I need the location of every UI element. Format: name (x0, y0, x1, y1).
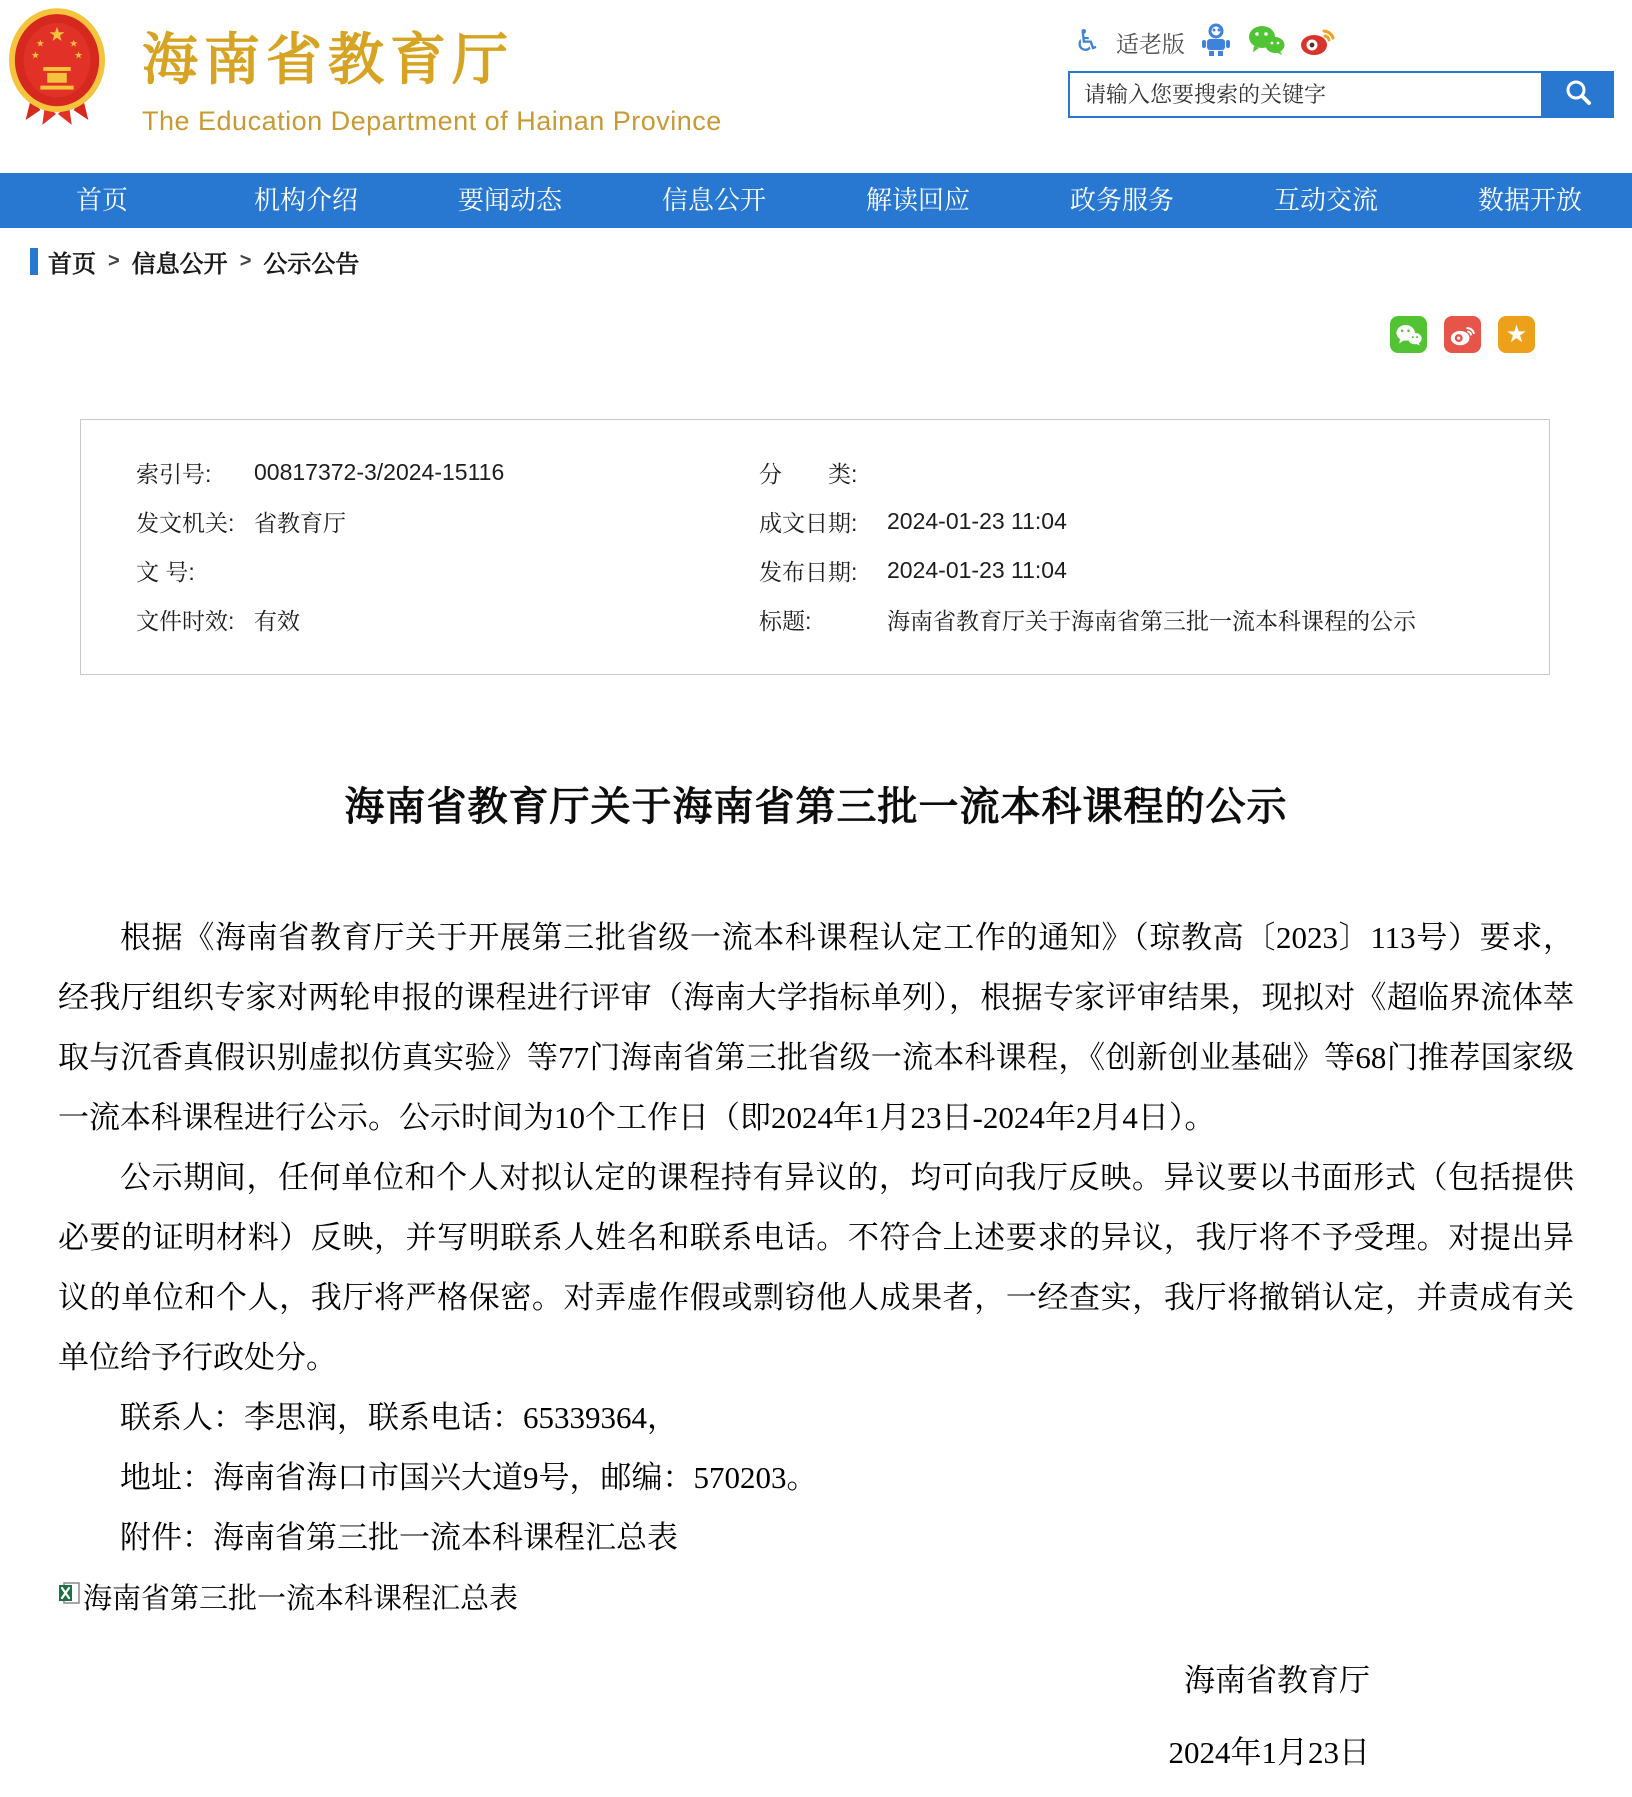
breadcrumb-separator: > (239, 249, 252, 272)
meta-value-index-number: 00817372-3/2024-15116 (254, 459, 505, 485)
nav-item-home[interactable]: 首页 (75, 185, 128, 215)
attachment-link-text: 海南省第三批一流本科课程汇总表 (83, 1583, 519, 1615)
weibo-icon[interactable] (1300, 24, 1336, 61)
meta-row-validity (136, 595, 1529, 644)
article-paragraph-2: 公示期间，任何单位和个人对拟认定的课程持有异议的，均可向我厅反映。异议要以书面形式（包括提供必要的证明材料）反映，并写明联系人姓名和联系电话。不符合上述要求的异议，我厅将不予受理。对提出异议的单位和个人，我厅将严格保密。对弄虚作假或剽窃他人成果者，一经查实，我厅将撤销认定，并责成有关单位给予行政处分。 (58, 1160, 1574, 1375)
signature-block (0, 1645, 1632, 1789)
breadcrumb-accent-bar (30, 248, 38, 275)
nav-item-open-data[interactable]: 数据开放 (1477, 185, 1582, 215)
meta-row-doc-number (136, 546, 1529, 595)
meta-row-issuer (136, 497, 1529, 546)
nav-item-interpretation[interactable]: 解读回应 (865, 185, 970, 215)
share-weibo-icon[interactable] (1444, 316, 1481, 353)
breadcrumb (0, 228, 1632, 276)
document-meta-table (80, 419, 1550, 675)
meta-label-title: 标题: (759, 608, 812, 634)
excel-file-icon (58, 1580, 80, 1613)
share-favorite-star-icon[interactable]: ★ (1498, 316, 1535, 353)
nav-item-gov-services[interactable]: 政务服务 (1069, 185, 1174, 215)
signature-agency: 海南省教育厅 (1184, 1663, 1370, 1698)
article-body (0, 908, 1632, 1568)
nav-item-info-disclosure[interactable]: 信息公开 (661, 185, 766, 215)
breadcrumb-announcements[interactable]: 公示公告 (263, 250, 360, 278)
share-toolbar (0, 276, 1632, 353)
meta-label-index-number: 索引号: (136, 461, 212, 487)
site-title: 海南省教育厅 (142, 28, 514, 91)
search-bar (1068, 71, 1614, 118)
breadcrumb-home[interactable]: 首页 (48, 250, 96, 278)
meta-value-validity: 有效 (254, 608, 300, 634)
national-emblem-logo (8, 8, 106, 128)
address-line: 地址：海南省海口市国兴大道9号，邮编：570203。 (120, 1460, 818, 1495)
wechat-icon[interactable] (1247, 24, 1285, 61)
article-paragraph-1: 根据《海南省教育厅关于开展第三批省级一流本科课程认定工作的通知》（琼教高〔2023〕113号）要求，经我厅组织专家对两轮申报的课程进行评审（海南大学指标单列），根据专家评审结果，现拟对《超临界流体萃取与沉香真假识别虚拟仿真实验》等77门海南省第三批省级一流本科课程，《创新创业基础》等68门推荐国家级一流本科课程进行公示。公示时间为10个工作日（即2024年1月23日-2024年2月4日）。 (58, 920, 1574, 1135)
contact-line: 联系人：李思润，联系电话：65339364， (120, 1400, 678, 1435)
meta-label-publish-date: 发布日期: (759, 559, 858, 585)
meta-label-doc-number: 文 号: (136, 559, 195, 585)
meta-label-validity: 文件时效: (136, 608, 235, 634)
quick-links-row (1068, 22, 1614, 62)
meta-value-written-date: 2024-01-23 11:04 (887, 508, 1067, 534)
site-subtitle: The Education Department of Hainan Province (142, 106, 722, 136)
share-wechat-icon[interactable] (1390, 316, 1427, 353)
header-utilities (1068, 22, 1614, 118)
meta-value-issuing-agency: 省教育厅 (254, 510, 346, 536)
meta-label-issuing-agency: 发文机关: (136, 510, 235, 536)
breadcrumb-separator: > (108, 249, 120, 272)
robot-assistant-icon[interactable] (1200, 23, 1232, 62)
attachment-download-link[interactable] (58, 1576, 1632, 1617)
nav-item-interaction[interactable]: 互动交流 (1273, 185, 1378, 215)
elder-mode-link[interactable]: 适老版 (1115, 30, 1185, 57)
main-nav (0, 173, 1632, 228)
meta-label-written-date: 成文日期: (759, 510, 858, 536)
meta-value-title: 海南省教育厅关于海南省第三批一流本科课程的公示 (887, 608, 1416, 634)
search-button[interactable] (1541, 71, 1614, 118)
search-input[interactable] (1068, 71, 1541, 118)
search-icon (1563, 78, 1593, 111)
page-title: 海南省教育厅关于海南省第三批一流本科课程的公示 (344, 785, 1288, 829)
nav-item-news[interactable]: 要闻动态 (457, 185, 562, 215)
nav-item-about[interactable]: 机构介绍 (253, 185, 358, 215)
meta-value-publish-date: 2024-01-23 11:04 (887, 557, 1067, 583)
meta-label-category: 分 类: (759, 461, 858, 487)
site-header (0, 0, 1632, 173)
breadcrumb-info-disclosure[interactable]: 信息公开 (131, 250, 228, 278)
signature-date: 2024年1月23日 (1168, 1735, 1370, 1770)
meta-row-index (136, 448, 1529, 497)
accessibility-wheelchair-icon[interactable]: ♿ (1074, 25, 1101, 58)
attachment-label-line: 附件：海南省第三批一流本科课程汇总表 (120, 1520, 678, 1555)
site-title-block (142, 16, 722, 137)
